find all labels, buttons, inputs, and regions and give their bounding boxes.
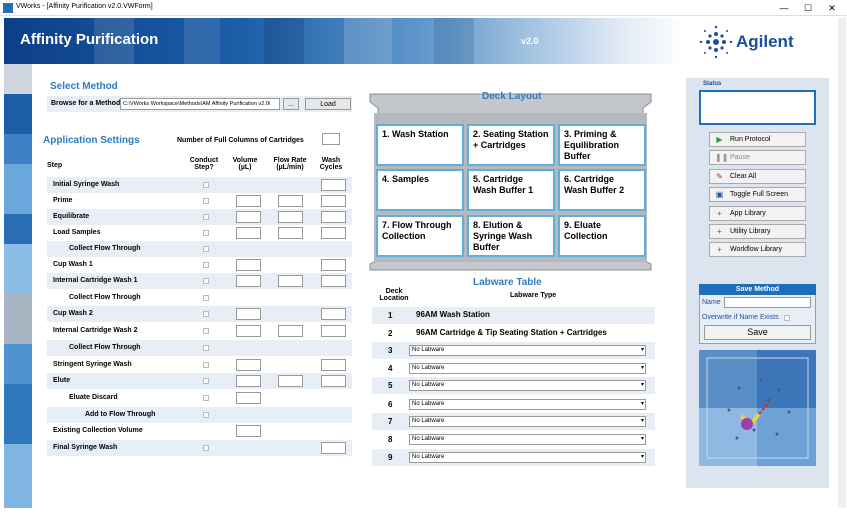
labware-select[interactable] — [409, 434, 646, 445]
step-name: Stringent Syringe Wash — [53, 361, 132, 368]
dropdown-arrow-icon: ▾ — [640, 436, 644, 442]
labware-location: 1 — [388, 311, 393, 320]
wash-input[interactable] — [321, 308, 346, 320]
wash-input[interactable] — [321, 211, 346, 223]
step-row — [47, 357, 352, 373]
step-name: Initial Syringe Wash — [53, 181, 120, 188]
step-name: Cup Wash 2 — [53, 310, 93, 317]
step-name: Elute — [53, 377, 71, 384]
deck-cell-2[interactable]: 2. Seating Station + Cartridges — [467, 124, 555, 166]
clear-all-label: Clear All — [730, 173, 757, 180]
volume-input[interactable] — [236, 259, 261, 271]
step-row — [47, 423, 352, 439]
conduct-checkbox[interactable] — [203, 412, 209, 418]
step-row — [47, 390, 352, 406]
wash-input[interactable] — [321, 259, 346, 271]
step-row — [47, 177, 352, 193]
banner-title: Affinity Purification — [20, 31, 159, 48]
utility-library-button[interactable] — [709, 224, 806, 239]
name-input[interactable] — [724, 297, 811, 308]
labware-location: 7 — [388, 417, 393, 426]
conduct-checkbox[interactable] — [203, 214, 209, 220]
step-row — [47, 407, 352, 423]
status-label: Status — [703, 81, 722, 87]
overwrite-checkbox[interactable] — [784, 315, 790, 321]
dropdown-arrow-icon: ▾ — [640, 418, 644, 424]
labware-select-value: No Labware — [412, 382, 445, 388]
labware-location: 3 — [388, 346, 393, 355]
plus-icon: + — [717, 227, 722, 236]
step-row — [47, 273, 352, 289]
overwrite-label: Overwrite if Name Exists — [702, 314, 779, 321]
flow-input[interactable] — [278, 195, 303, 207]
step-name: Prime — [53, 197, 73, 204]
minimize-button[interactable]: — — [779, 3, 789, 13]
labware-location: 2 — [388, 329, 393, 338]
pause-button[interactable] — [709, 150, 806, 165]
plus-icon: + — [717, 209, 722, 218]
labware-row — [372, 449, 655, 466]
conduct-checkbox[interactable] — [203, 311, 209, 317]
labware-select-value: No Labware — [412, 436, 445, 442]
labware-location: 8 — [388, 435, 393, 444]
conduct-checkbox[interactable] — [203, 262, 209, 268]
fullscreen-icon: ▣ — [715, 190, 724, 199]
step-row — [47, 373, 352, 389]
conduct-checkbox[interactable] — [203, 230, 209, 236]
pause-icon: ❚❚ — [715, 153, 729, 162]
app-library-label: App Library — [730, 210, 766, 217]
wash-input[interactable] — [321, 359, 346, 371]
logo-text: Agilent — [736, 32, 794, 51]
name-label: Name — [702, 299, 721, 306]
wash-input[interactable] — [321, 375, 346, 387]
conduct-checkbox[interactable] — [203, 328, 209, 334]
volume-input[interactable] — [236, 425, 261, 437]
conduct-checkbox[interactable] — [203, 198, 209, 204]
dropdown-arrow-icon: ▾ — [640, 365, 644, 371]
step-name: Internal Cartridge Wash 1 — [53, 277, 138, 284]
run-protocol-label: Run Protocol — [730, 136, 771, 143]
utility-library-label: Utility Library — [730, 228, 771, 235]
step-name: Eluate Discard — [69, 394, 118, 401]
step-name: Add to Flow Through — [85, 411, 156, 418]
labware-select[interactable] — [409, 380, 646, 391]
step-row — [47, 340, 352, 356]
step-name: Internal Cartridge Wash 2 — [53, 327, 138, 334]
maximize-button[interactable]: ☐ — [803, 3, 813, 13]
flow-input[interactable] — [278, 325, 303, 337]
volume-input[interactable] — [236, 359, 261, 371]
wash-input[interactable] — [321, 275, 346, 287]
flow-input[interactable] — [278, 211, 303, 223]
step-name: Cup Wash 1 — [53, 261, 93, 268]
agilent-logo — [688, 18, 843, 64]
application-settings-heading: Application Settings — [43, 135, 140, 146]
clear-icon: ✎ — [716, 172, 723, 181]
volume-input[interactable] — [236, 211, 261, 223]
deck-cell-3[interactable]: 3. Priming & Equilibration Buffer — [558, 124, 646, 166]
labware-type: 96AM Wash Station — [416, 310, 490, 319]
workflow-library-label: Workflow Library — [730, 246, 782, 253]
wash-input[interactable] — [321, 325, 346, 337]
volume-input[interactable] — [236, 195, 261, 207]
plus-icon: + — [717, 245, 722, 254]
method-path-input[interactable]: C:\VWorks Workspace\Methods\AM Affinity Purification v2.0\ — [120, 98, 280, 110]
vertical-scrollbar[interactable] — [838, 18, 846, 508]
wash-input[interactable] — [321, 227, 346, 239]
step-name: Existing Collection Volume — [53, 427, 143, 434]
wash-input[interactable] — [321, 179, 346, 191]
col-flow-header: Flow Rate (µL/min) — [273, 157, 307, 171]
labware-select[interactable] — [409, 345, 646, 356]
step-row — [47, 225, 352, 241]
step-row — [47, 209, 352, 225]
step-row — [47, 193, 352, 209]
col-conduct-header: Conduct Step? — [189, 157, 219, 171]
run-protocol-button[interactable] — [709, 132, 806, 147]
step-name: Collect Flow Through — [69, 344, 141, 351]
labware-location: 5 — [388, 381, 393, 390]
step-row — [47, 440, 352, 456]
dropdown-arrow-icon: ▾ — [640, 382, 644, 388]
step-name: Load Samples — [53, 229, 101, 236]
decorative-illustration — [699, 350, 816, 466]
volume-input[interactable] — [236, 275, 261, 287]
labware-select[interactable] — [409, 399, 646, 410]
conduct-checkbox[interactable] — [203, 378, 209, 384]
labware-select-value: No Labware — [412, 365, 445, 371]
app-icon — [3, 3, 13, 13]
deck-cell-1[interactable]: 1. Wash Station — [376, 124, 464, 166]
step-row — [47, 257, 352, 273]
step-name: Collect Flow Through — [69, 294, 141, 301]
step-name: Final Syringe Wash — [53, 444, 118, 451]
volume-input[interactable] — [236, 392, 261, 404]
select-method-heading: Select Method — [50, 81, 118, 92]
toggle-full-screen-label: Toggle Full Screen — [730, 191, 788, 198]
labware-select-value: No Labware — [412, 454, 445, 460]
step-row — [47, 290, 352, 306]
labware-row — [372, 396, 655, 413]
labware-row — [372, 325, 655, 342]
conduct-checkbox[interactable] — [203, 362, 209, 368]
labware-select-value: No Labware — [412, 418, 445, 424]
volume-input[interactable] — [236, 227, 261, 239]
labware-location: 9 — [388, 453, 393, 462]
save-button[interactable]: Save — [704, 325, 811, 340]
save-method-heading: Save Method — [699, 284, 816, 295]
labware-table-heading: Labware Table — [473, 277, 542, 288]
labware-select-value: No Labware — [412, 401, 445, 407]
step-row — [47, 241, 352, 257]
conduct-checkbox[interactable] — [203, 278, 209, 284]
volume-input[interactable] — [236, 325, 261, 337]
full-columns-label: Number of Full Columns of Cartridges — [177, 137, 304, 144]
deck-cell-6[interactable]: 6. Cartridge Wash Buffer 2 — [558, 169, 646, 211]
flow-input[interactable] — [278, 227, 303, 239]
conduct-checkbox[interactable] — [203, 395, 209, 401]
flow-input[interactable] — [278, 375, 303, 387]
cartridge-illustration-icon — [699, 350, 816, 466]
conduct-checkbox[interactable] — [203, 445, 209, 451]
labware-location: 4 — [388, 364, 393, 373]
banner-version: v2.0 — [521, 36, 539, 46]
labware-row — [372, 431, 655, 448]
deck-cell-5[interactable]: 5. Cartridge Wash Buffer 1 — [467, 169, 555, 211]
dropdown-arrow-icon: ▾ — [640, 401, 644, 407]
load-button[interactable]: Load — [305, 98, 351, 110]
labware-select[interactable] — [409, 363, 646, 374]
clear-all-button[interactable] — [709, 169, 806, 184]
deck-cell-4[interactable]: 4. Samples — [376, 169, 464, 211]
full-columns-input[interactable] — [322, 133, 340, 145]
step-row — [47, 323, 352, 339]
workflow-library-button[interactable] — [709, 242, 806, 257]
dropdown-arrow-icon: ▾ — [640, 454, 644, 460]
col-step-header: Step — [47, 162, 63, 169]
decorative-stripe — [4, 64, 32, 508]
labware-select-value: No Labware — [412, 347, 445, 353]
agilent-spark-icon — [696, 22, 736, 62]
toggle-full-screen-button[interactable] — [709, 187, 806, 202]
labware-select[interactable] — [409, 452, 646, 463]
pause-label: Pause — [730, 154, 750, 161]
close-button[interactable]: ✕ — [828, 3, 836, 13]
labware-location: 6 — [388, 400, 393, 409]
conduct-checkbox[interactable] — [203, 246, 209, 252]
labware-row — [372, 413, 655, 430]
deck-layout-heading: Deck Layout — [482, 91, 542, 102]
col-labware-type-header: Labware Type — [510, 292, 557, 299]
browse-button[interactable]: ... — [283, 98, 299, 110]
deck-cell-8[interactable]: 8. Elution & Syringe Wash Buffer — [467, 215, 555, 257]
dropdown-arrow-icon: ▾ — [640, 347, 644, 353]
deck-cell-7[interactable]: 7. Flow Through Collection — [376, 215, 464, 257]
conduct-checkbox[interactable] — [203, 295, 209, 301]
deck-cell-9[interactable]: 9. Eluate Collection — [558, 215, 646, 257]
col-wash-header: Wash Cycles — [319, 157, 343, 171]
step-row — [47, 306, 352, 322]
labware-type: 96AM Cartridge & Tip Seating Station + Cartridges — [416, 328, 607, 337]
play-icon: ▶ — [716, 135, 723, 144]
labware-row — [372, 360, 655, 377]
labware-row — [372, 307, 655, 324]
header-banner — [4, 18, 686, 64]
status-box — [699, 90, 816, 125]
col-volume-header: Volume (µL) — [232, 157, 258, 171]
conduct-checkbox[interactable] — [203, 345, 209, 351]
col-deck-location-header: Deck Location — [379, 288, 409, 302]
labware-select[interactable] — [409, 416, 646, 427]
window-titlebar — [0, 0, 847, 16]
browse-label: Browse for a Method — [51, 100, 121, 107]
wash-input[interactable] — [321, 195, 346, 207]
labware-row — [372, 377, 655, 394]
flow-input[interactable] — [278, 275, 303, 287]
volume-input[interactable] — [236, 375, 261, 387]
wash-input[interactable] — [321, 442, 346, 454]
step-name: Equilibrate — [53, 213, 90, 220]
step-name: Collect Flow Through — [69, 245, 141, 252]
app-library-button[interactable] — [709, 206, 806, 221]
window-title: VWorks - [Affinity Purification v2.0.VWForm] — [16, 3, 153, 10]
volume-input[interactable] — [236, 308, 261, 320]
labware-row — [372, 342, 655, 359]
conduct-checkbox[interactable] — [203, 182, 209, 188]
